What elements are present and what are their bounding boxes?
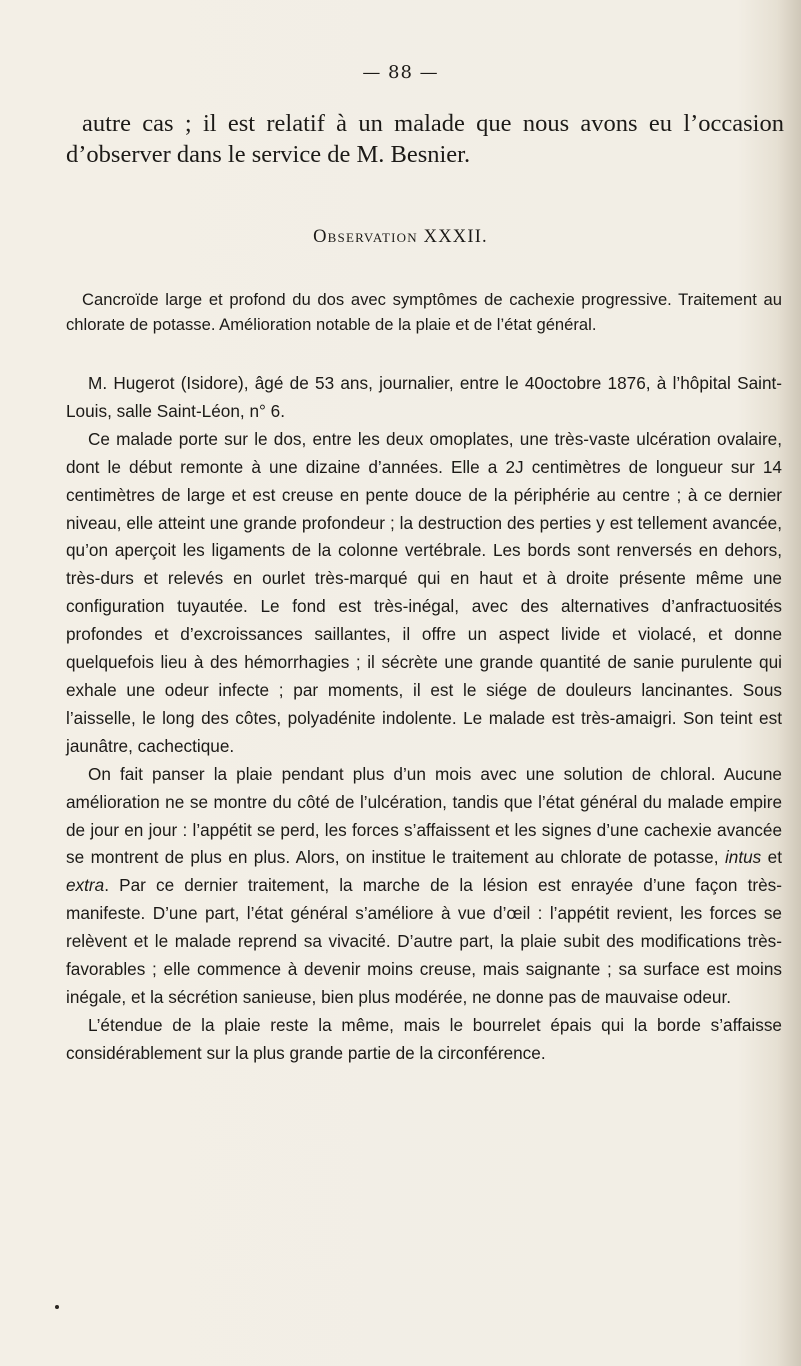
intro-paragraph: autre cas ; il est relatif à un malade que nous avons eu l’occasion d’observer dans le service de M. Besnier. (66, 110, 784, 168)
paragraph-ulceration-description: Ce malade porte sur le dos, entre les deux omoplates, une très-vaste ulcération ovalaire, dont le début remonte à une dizaine d’années. Elle a 2J centimètres de longueur sur 14 centimètres de large et est creuse en pente douce de la périphérie au centre ; à ce dernier niveau, elle atteint une grande profondeur ; la destruction des perties y est tellement avancée, qu’on aperçoit les ligaments de la colonne vertébrale. Les bords sont renversés en dehors, très-durs et relevés en ourlet très-marqué qui en haut et à droite présente même une configuration tuyautée. Le fond est très-inégal, avec des alternatives d’anfractuosités profondes et d’excroissances saillantes, il offre un aspect livide et violacé, et donne quelquefois lieu à des hémorrhagies ; il sécrète une grande quantité de sanie purulente qui exhale une odeur infecte ; par moments, il est le siége de douleurs lancinantes. Sous l’aisselle, le long des côtes, polyadénite indolente. Le malade est très-amaigri. Son teint est jaunâtre, cachectique. (66, 428, 782, 756)
paragraph-patient-admission: M. Hugerot (Isidore), âgé de 53 ans, journalier, entre le 40octobre 1876, à l’hôpital Saint-Louis, salle Saint-Léon, n° 6. (66, 373, 782, 421)
intus-term: intus (724, 847, 762, 868)
ink-dot-mark (55, 1305, 59, 1309)
treatment-text-after: . Par ce dernier traitement, la marche de la lésion est enrayée d’une façon très-manifeste. D’une part, l’état général s’améliore à vue d’œil : l’appétit revient, les forces se relèvent et le malade reprend sa vivacité. D’autre part, la plaie subit des modifications très-favorables ; elle commence à devenir moins creuse, mais saignante ; sa surface est moins inégale, et la sécrétion sanieuse, bien plus modérée, ne donne pas de mauvaise odeur. (66, 875, 782, 1007)
paragraph-wound-extent: L’étendue de la plaie reste la même, mais le bourrelet épais qui la borde s’affaisse considérablement sur la plus grande partie de la circonférence. (66, 1014, 782, 1063)
page-number: — 88 — (362, 62, 439, 83)
observation-title: Observation XXXII. (313, 227, 488, 247)
conjunction-et: et (761, 847, 782, 868)
observation-summary: Cancroïde large et profond du dos avec symptômes de cachexie progressive. Traitement au chlorate de potasse. Amélioration notable de la plaie et de l’état général. (66, 290, 782, 334)
observation-body (66, 370, 782, 1068)
paragraph-treatment (66, 761, 782, 1012)
extra-term: extra (66, 875, 105, 896)
treatment-text-before: On fait panser la plaie pendant plus d’un mois avec une solution de chloral. Aucune amélioration ne se montre du côté de l’ulcération, tandis que l’état général du malade empire de jour en jour : l’appétit se perd, les forces s’affaissent et les signes d’une cachexie avancée se montrent de plus en plus. Alors, on institue le traitement au chlorate de potasse, (66, 763, 782, 868)
